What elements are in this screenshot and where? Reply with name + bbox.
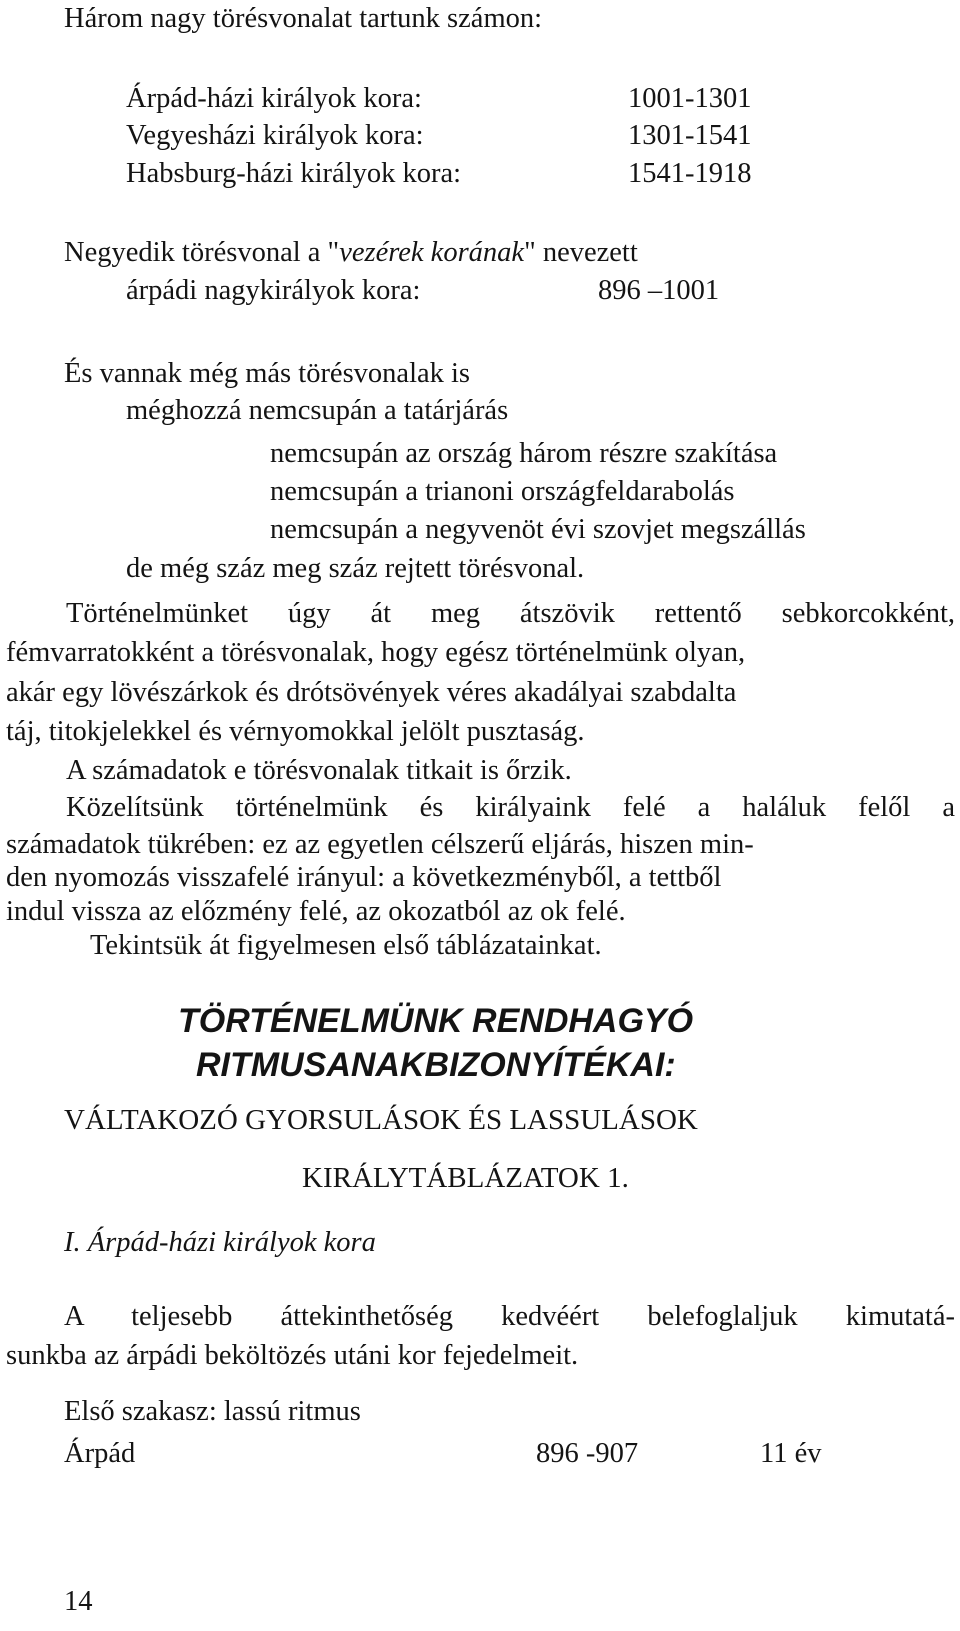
period-label: Árpád-házi királyok kora: — [126, 83, 422, 114]
period-years: 1001-1301 — [628, 83, 752, 114]
other-line: nemcsupán a trianoni országfeldarabolás — [270, 476, 735, 507]
intro-line: Három nagy törésvonalat tartunk számon: — [64, 3, 543, 34]
section-title: I. Árpád-házi királyok kora — [64, 1227, 376, 1258]
ruler-years: 896 -907 — [536, 1438, 639, 1469]
fourth-italic: vezérek korának — [339, 237, 525, 268]
paragraph-line: sunkba az árpádi beköltözés utáni kor fejedelmeit. — [6, 1340, 579, 1371]
period-label: Vegyesházi királyok kora: — [126, 120, 424, 151]
fourth-pre: Negyedik törésvonal a " — [64, 237, 340, 268]
fourth-post: " nevezett — [524, 237, 638, 268]
paragraph-line: akár egy lövészárkok és drótsövények véres akadályai szabdalta — [6, 677, 737, 708]
paragraph-line: fémvarratokként a törésvonalak, hogy egész történelmünk olyan, — [6, 637, 746, 668]
fourth-years: 896 –1001 — [598, 275, 720, 306]
period-label: Habsburg-házi királyok kora: — [126, 158, 462, 189]
table-title: KIRÁLYTÁBLÁZATOK 1. — [302, 1162, 629, 1194]
fourth-line — [64, 236, 638, 270]
ruler-name: Árpád — [64, 1438, 136, 1469]
paragraph-line: indul vissza az előzmény felé, az okozatból az ok felé. — [6, 896, 626, 927]
paragraph-line: Tekintsük át figyelmesen első táblázatainkat. — [90, 930, 602, 961]
paragraph-line: A számadatok e törésvonalak titkait is őrzik. — [66, 755, 572, 786]
section-heading: TÖRTÉNELMÜNK RENDHAGYÓ — [178, 1002, 694, 1040]
ruler-duration: 11 év — [760, 1438, 822, 1469]
fourth-label: árpádi nagykirályok kora: — [126, 275, 421, 306]
stage-title: Első szakasz: lassú ritmus — [64, 1396, 361, 1427]
other-line: És vannak még más törésvonalak is — [64, 358, 471, 389]
paragraph-line: den nyomozás visszafelé irányul: a következményből, a tettből — [6, 862, 722, 893]
other-line: méghozzá nemcsupán a tatárjárás — [126, 395, 509, 426]
paragraph-line: A teljesebb áttekinthetőség kedvéért belefoglaljuk kimutatá- — [64, 1301, 955, 1332]
section-heading: RITMUSANAKBIZONYÍTÉKAI: — [196, 1046, 676, 1084]
period-years: 1301-1541 — [628, 120, 752, 151]
period-years: 1541-1918 — [628, 158, 752, 189]
paragraph-line: táj, titokjelekkel és vérnyomokkal jelölt pusztaság. — [6, 716, 585, 747]
paragraph-line: számadatok tükrében: ez az egyetlen célszerű eljárás, hiszen min- — [6, 829, 754, 860]
other-line: nemcsupán a negyvenöt évi szovjet megszállás — [270, 514, 806, 545]
subheading: VÁLTAKOZÓ GYORSULÁSOK ÉS LASSULÁSOK — [64, 1104, 698, 1136]
other-line: de még száz meg száz rejtett törésvonal. — [126, 553, 585, 584]
other-line: nemcsupán az ország három részre szakítása — [270, 438, 778, 469]
paragraph-line: Történelmünket úgy át meg átszövik rettentő sebkorcokként, — [66, 598, 955, 629]
page-number: 14 — [64, 1586, 93, 1617]
paragraph-line: Közelítsünk történelmünk és királyaink felé a haláluk felől a — [66, 792, 955, 823]
